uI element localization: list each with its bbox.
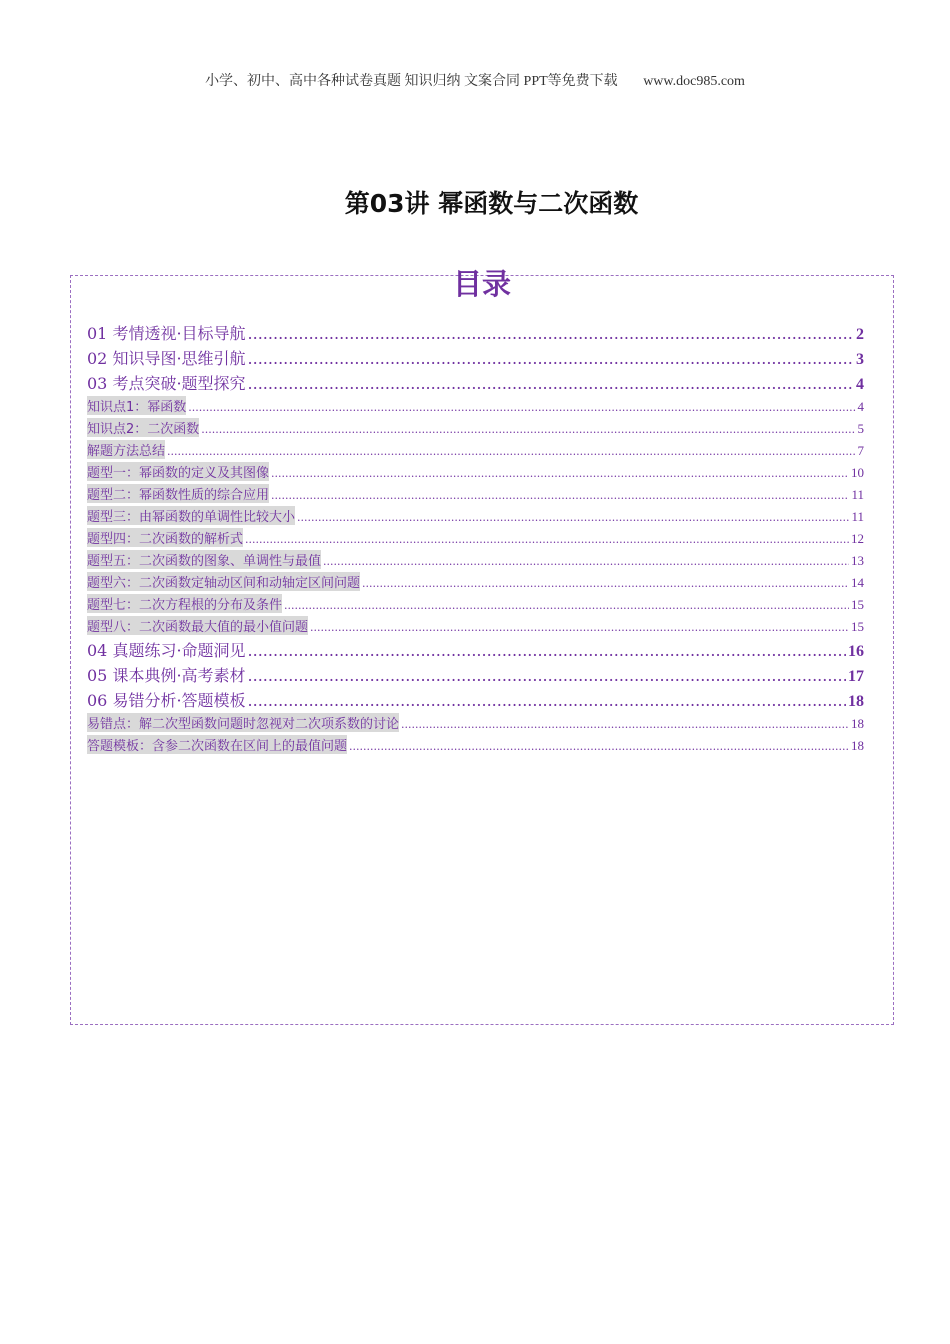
toc-entry-page: 2	[856, 326, 864, 343]
toc-entry[interactable]	[87, 594, 864, 616]
toc-entry-label: 题型二：幂函数性质的综合应用	[87, 484, 269, 503]
toc-entry-page: 4	[857, 399, 864, 414]
toc-entry[interactable]	[87, 506, 864, 528]
toc-entry[interactable]	[87, 462, 864, 484]
toc-entry-label: 01 考情透视·目标导航	[87, 324, 246, 343]
toc-dot-leader	[248, 324, 854, 343]
toc-entry-label: 05 课本典例·高考素材	[87, 666, 246, 685]
toc-dot-leader	[248, 691, 846, 710]
toc-entry[interactable]	[87, 528, 864, 550]
toc-entry-label: 04 真题练习·命题洞见	[87, 641, 246, 660]
toc-dot-leader	[248, 374, 854, 393]
toc-dot-leader	[349, 740, 849, 753]
toc-entry[interactable]	[87, 321, 864, 346]
toc-entry[interactable]	[87, 550, 864, 572]
toc-entry[interactable]	[87, 484, 864, 506]
toc-entry-label: 题型六：二次函数定轴动区间和动轴定区间问题	[87, 572, 360, 591]
toc-dot-leader	[362, 577, 849, 590]
toc-entry[interactable]	[87, 638, 864, 663]
toc-entry-page: 18	[851, 716, 864, 731]
toc-dot-leader	[245, 533, 849, 546]
toc-entry[interactable]	[87, 572, 864, 594]
toc-entry-label: 答题模板：含参二次函数在区间上的最值问题	[87, 735, 347, 754]
toc-entry-label: 03 考点突破·题型探究	[87, 374, 246, 393]
toc-entry[interactable]	[87, 371, 864, 396]
toc-entry-page: 3	[856, 351, 864, 368]
toc-entry-label: 题型七：二次方程根的分布及条件	[87, 594, 282, 613]
toc-entry-page: 18	[848, 693, 864, 710]
toc-entry-page: 18	[851, 738, 864, 753]
toc-dot-leader	[271, 467, 849, 480]
toc-entry-page: 15	[851, 619, 864, 634]
table-of-contents	[70, 267, 894, 1025]
toc-dot-leader	[167, 445, 855, 458]
toc-dot-leader	[248, 349, 854, 368]
toc-entry[interactable]	[87, 418, 864, 440]
toc-entry-label: 知识点1：幂函数	[87, 396, 186, 415]
toc-entry-page: 12	[851, 531, 864, 546]
toc-entry[interactable]	[87, 735, 864, 757]
toc-dot-leader	[248, 641, 846, 660]
toc-list	[87, 321, 864, 757]
toc-entry-page: 11	[851, 487, 864, 502]
toc-entry-label: 题型一：幂函数的定义及其图像	[87, 462, 269, 481]
toc-entry-label: 06 易错分析·答题模板	[87, 691, 246, 710]
toc-dot-leader	[248, 666, 846, 685]
toc-entry-label: 解题方法总结	[87, 440, 165, 459]
header-text: 小学、初中、高中各种试卷真题 知识归纳 文案合同 PPT等免费下载	[205, 74, 618, 89]
toc-entry-label: 题型三：由幂函数的单调性比较大小	[87, 506, 295, 525]
toc-dot-leader	[284, 599, 849, 612]
toc-dot-leader	[201, 423, 855, 436]
toc-entry-page: 13	[851, 553, 864, 568]
toc-entry[interactable]	[87, 663, 864, 688]
toc-entry-label: 题型四：二次函数的解析式	[87, 528, 243, 547]
toc-entry[interactable]	[87, 713, 864, 735]
toc-entry-page: 14	[851, 575, 864, 590]
header-site[interactable]: www.doc985.com	[643, 74, 745, 89]
toc-entry-page: 7	[857, 443, 864, 458]
toc-heading: 目录	[452, 267, 511, 301]
toc-dot-leader	[401, 718, 849, 731]
lecture-title: 第03讲 幂函数与二次函数	[344, 189, 639, 218]
toc-dot-leader	[310, 621, 849, 634]
toc-entry-page: 5	[857, 421, 864, 436]
toc-entry[interactable]	[87, 688, 864, 713]
toc-dot-leader	[188, 401, 855, 414]
toc-entry-page: 10	[851, 465, 864, 480]
toc-entry-page: 17	[848, 668, 864, 685]
toc-dot-leader	[271, 489, 849, 502]
toc-entry[interactable]	[87, 346, 864, 371]
toc-dot-leader	[297, 511, 849, 524]
page-header	[0, 70, 950, 90]
toc-dot-leader	[323, 555, 849, 568]
toc-entry-page: 16	[848, 643, 864, 660]
toc-entry-label: 02 知识导图·思维引航	[87, 349, 246, 368]
toc-entry-page: 4	[856, 376, 864, 393]
toc-entry-label: 易错点：解二次型函数问题时忽视对二次项系数的讨论	[87, 713, 399, 732]
toc-entry-label: 题型八：二次函数最大值的最小值问题	[87, 616, 308, 635]
toc-entry-label: 题型五：二次函数的图象、单调性与最值	[87, 550, 321, 569]
toc-entry-label: 知识点2：二次函数	[87, 418, 199, 437]
toc-entry[interactable]	[87, 440, 864, 462]
toc-entry[interactable]	[87, 396, 864, 418]
toc-entry-page: 11	[851, 509, 864, 524]
toc-entry-page: 15	[851, 597, 864, 612]
toc-entry[interactable]	[87, 616, 864, 638]
